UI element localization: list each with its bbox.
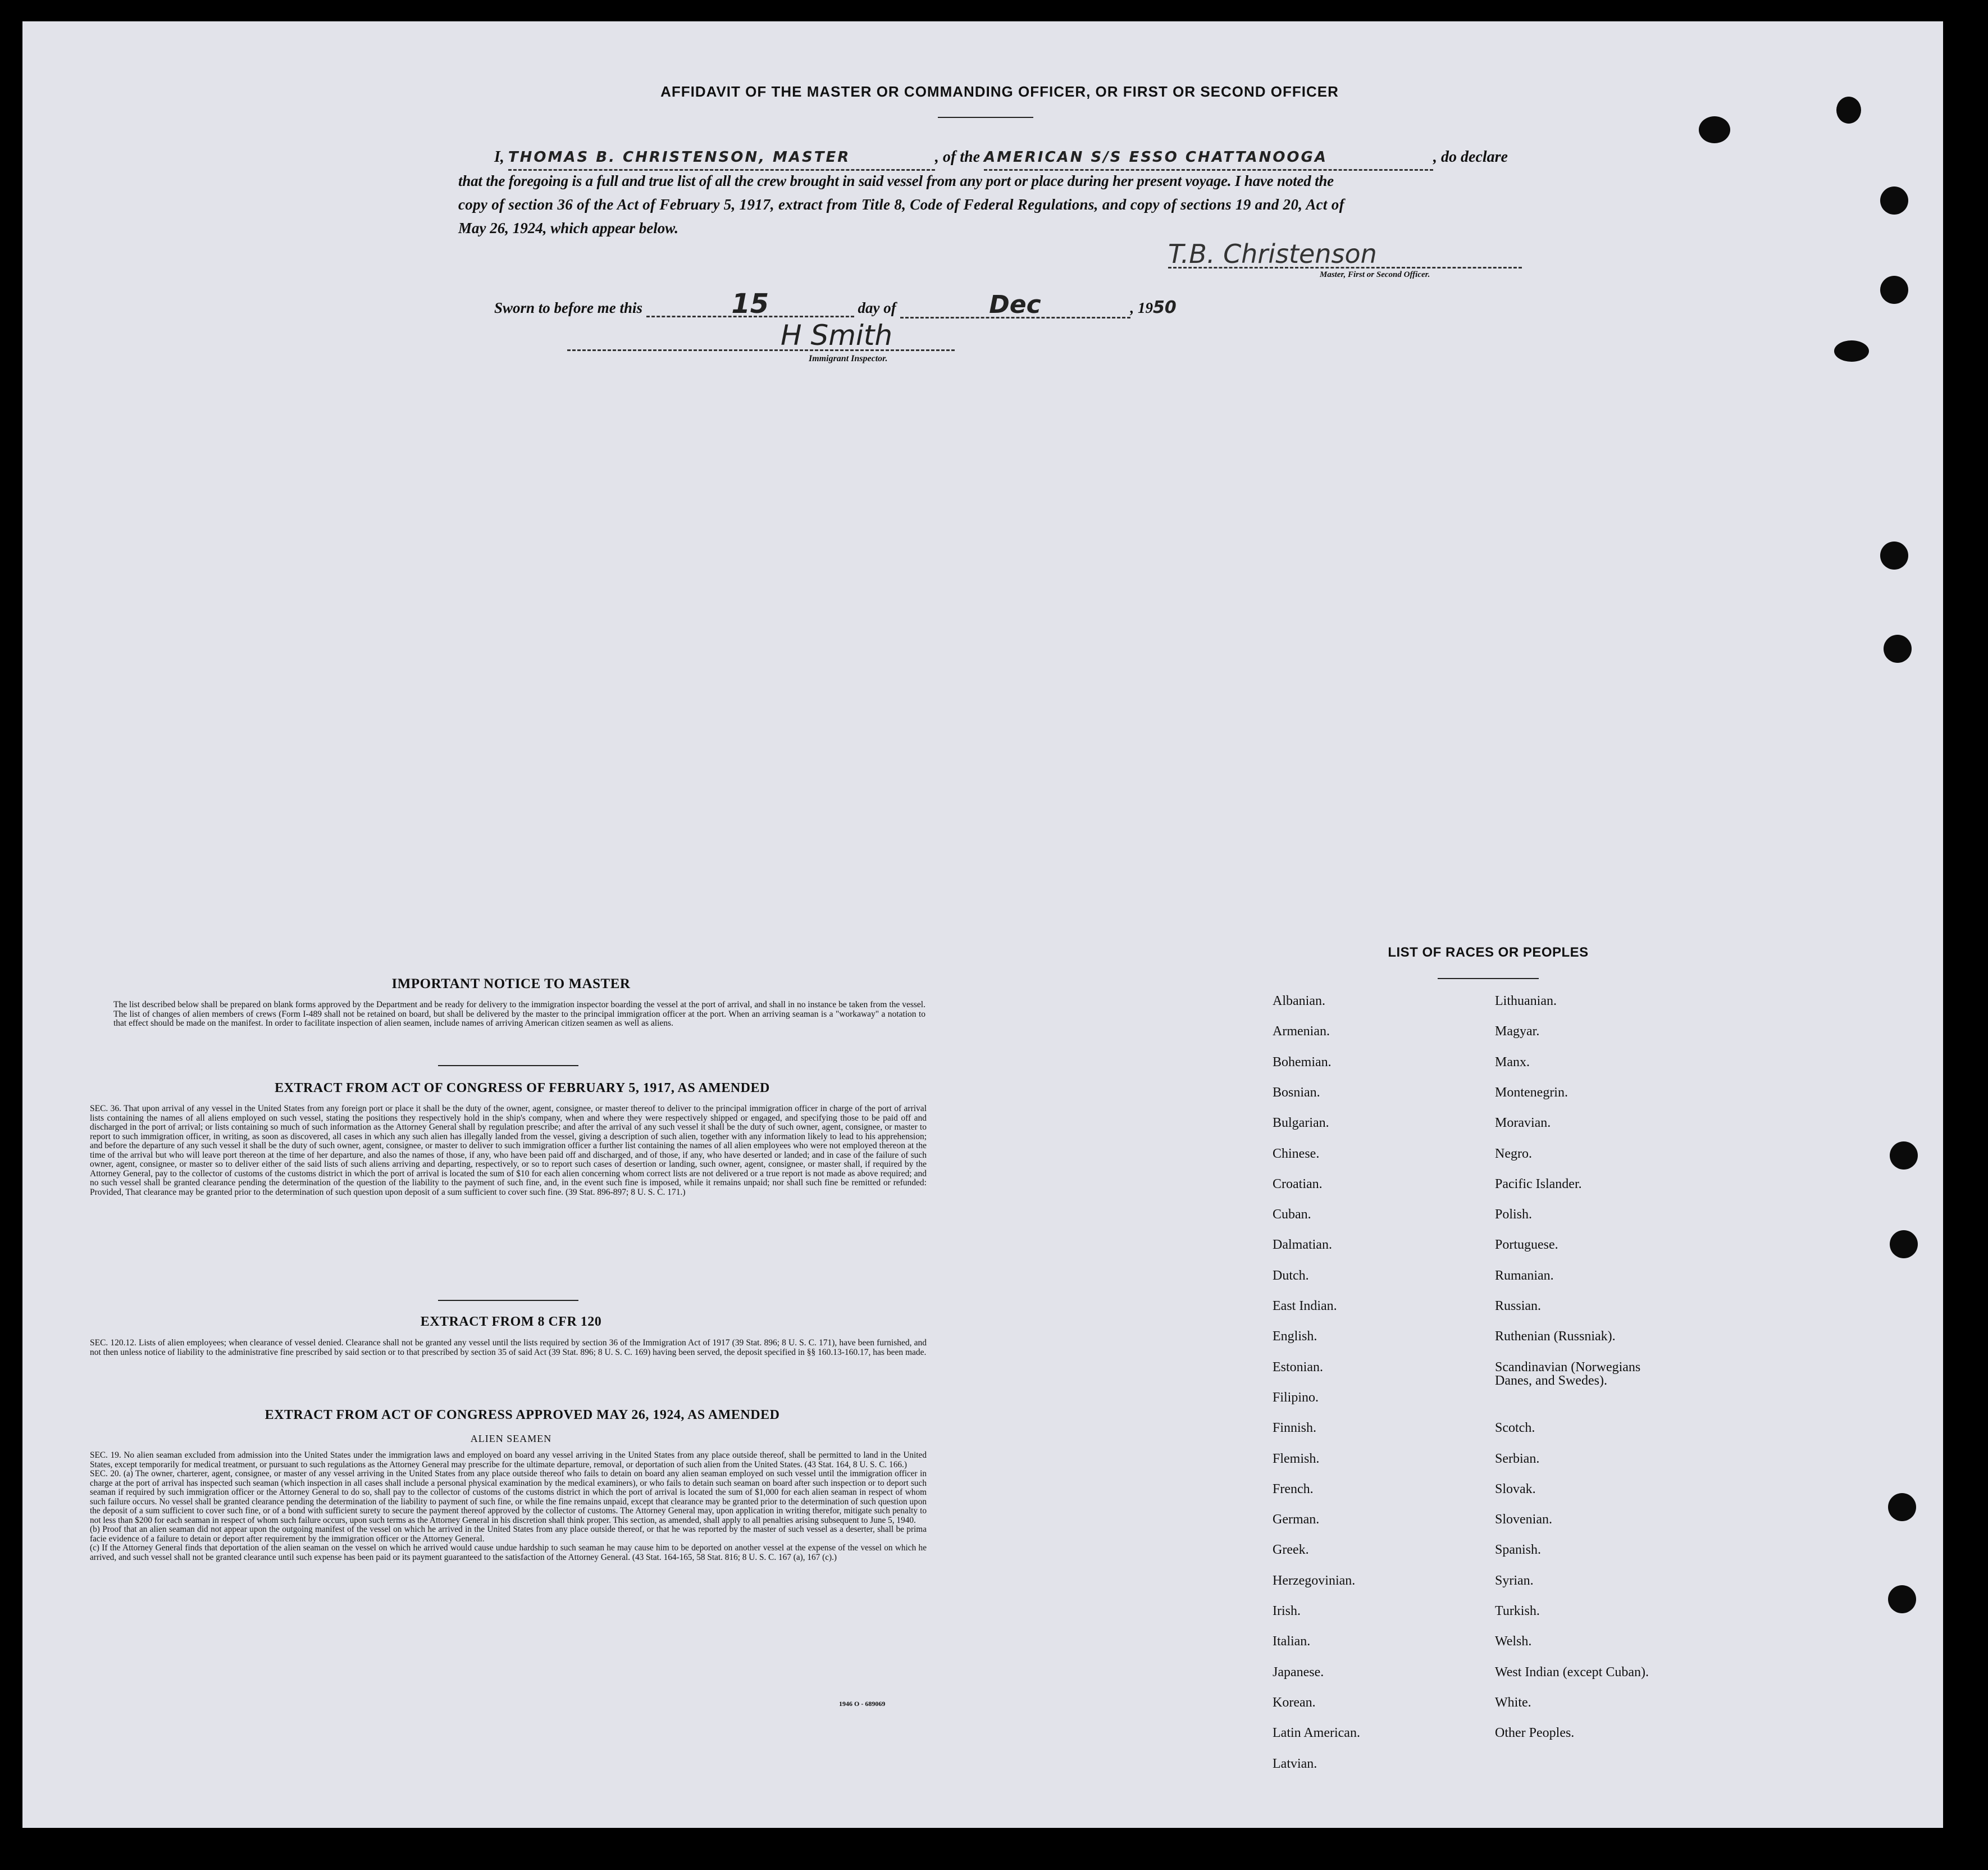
punch-hole bbox=[1884, 635, 1912, 663]
race-item: Herzegovinian. bbox=[1273, 1573, 1356, 1588]
race-item: Other Peoples. bbox=[1495, 1726, 1575, 1741]
race-item: Negro. bbox=[1495, 1146, 1532, 1161]
sworn-label: Sworn to before me this bbox=[494, 299, 643, 316]
sworn-line bbox=[494, 288, 1280, 320]
race-item: Filipino. bbox=[1273, 1390, 1319, 1405]
race-item: Turkish. bbox=[1495, 1604, 1540, 1618]
race-item: White. bbox=[1495, 1695, 1531, 1710]
master-signature: T.B. Christenson bbox=[1168, 239, 1377, 269]
notice-title: IMPORTANT NOTICE TO MASTER bbox=[391, 976, 631, 991]
affidavit-of: , of the bbox=[934, 148, 981, 166]
race-item: Chinese. bbox=[1273, 1146, 1320, 1161]
race-item: Montenegrin. bbox=[1495, 1085, 1568, 1100]
punch-hole bbox=[1880, 276, 1908, 304]
punch-hole bbox=[1836, 97, 1861, 124]
race-item: Magyar. bbox=[1495, 1024, 1540, 1039]
race-item: Flemish. bbox=[1273, 1451, 1320, 1466]
race-item: Syrian. bbox=[1495, 1573, 1534, 1588]
race-item: West Indian (except Cuban). bbox=[1495, 1664, 1649, 1680]
punch-hole bbox=[1834, 340, 1869, 362]
sworn-day-field: 15 bbox=[646, 292, 854, 317]
print-code: 1946 O - 689069 bbox=[839, 1700, 886, 1708]
race-item: Welsh. bbox=[1495, 1634, 1532, 1649]
race-item: Spanish. bbox=[1495, 1543, 1542, 1558]
race-item: Armenian. bbox=[1273, 1024, 1330, 1039]
extract-1917-title: EXTRACT FROM ACT OF CONGRESS OF FEBRUARY 5, 1917, AS AMENDED bbox=[275, 1081, 770, 1095]
races-title: LIST OF RACES OR PEOPLES bbox=[1388, 945, 1589, 960]
affidavit-title: AFFIDAVIT OF THE MASTER OR COMMANDING OFFICER, OR FIRST OR SECOND OFFICER bbox=[660, 83, 1339, 100]
extract-1924-title: EXTRACT FROM ACT OF CONGRESS APPROVED MAY 26, 1924, AS AMENDED bbox=[265, 1408, 780, 1422]
year-field: 50 bbox=[1153, 298, 1177, 317]
divider bbox=[1438, 978, 1539, 979]
race-item: Scotch. bbox=[1495, 1421, 1535, 1436]
race-item: Ruthenian (Russniak). bbox=[1495, 1329, 1616, 1344]
race-item: Slovak. bbox=[1495, 1481, 1536, 1496]
race-item: Manx. bbox=[1495, 1054, 1530, 1070]
race-item: Dutch. bbox=[1273, 1268, 1309, 1283]
race-item: Italian. bbox=[1273, 1634, 1311, 1649]
affidavit-declare: , do declare bbox=[1433, 148, 1508, 166]
punch-hole bbox=[1699, 116, 1730, 143]
divider bbox=[438, 1300, 578, 1301]
race-item: Korean. bbox=[1273, 1695, 1316, 1710]
extract-cfr-body: SEC. 120.12. Lists of alien employees; when clearance of vessel denied. Clearance shall not be granted any vessel until the lists required by section 36 of the Immigration Act of 1917 (39 Stat. 896; 8 U. S. C. 171), have been furnished, and not then unless notice of liability to the administrative fine prescribed by said section or to that prescribed by section 35 of said Act (39 Stat. 896; 8 U. S. C. 169) having been served, the deposit specified in §§ 160.13-160.17, has been made. bbox=[90, 1338, 927, 1357]
race-item: Polish. bbox=[1495, 1207, 1533, 1222]
race-item: Lithuanian. bbox=[1495, 994, 1557, 1008]
punch-hole bbox=[1880, 186, 1908, 215]
extract-1924-body: SEC. 19. No alien seaman excluded from admission into the United States under the immigration laws and employed on board any vessel arriving in the United States from any place outside thereof, shall be permitted to land in the United States, except temporarily for medical treatment, or pursuant to such regulations as the Attorney General may prescribe for the ultimate departure, removal, or deportation of such alien from the United States. (43 Stat. 164, 8 U. S. C. 166.) SEC. 20. (a) The owner, charterer, agent, consignee, or master of any vessel arriving in the United States from any place outside thereof who fails to detain on board any alien seaman employed on such vessel until the immigration officer in charge at the port of arrival has inspected such seaman (which inspection in all cases shall include a personal physical examination by the medical examiners), or who fails to detain such seaman on board after such inspection or to deport such seaman if required by such immigration officer or the Attorney General to do so, shall pay to the collector of customs of the customs district in which the port of arrival is located the sum of $1,000 for each alien seaman in respect of whom such failure occurs. No vessel shall be granted clearance pending the determination of the liability to payment of such fine, or while the fine remains unpaid, except that clearance may be granted prior to the determination of such question upon the deposit of a sum sufficient to cover such fine, or of a bond with sufficient surety to secure the payment thereof approved by the collector of customs. The Attorney General may, upon application in writing therefor, mitigate such penalty to not less than $200 for each seaman in respect of whom such failure occurs, upon such terms as the Attorney General in his discretion shall think proper. This section, as amended, shall apply to all penalties arising subsequent to June 5, 1940. (b) Proof that an alien seaman did not appear upon the outgoing manifest of the vessel on which he arrived in the United States from any place outside thereof, or that he was reported by the master of such vessel as a deserter, shall be prima facie evidence of a failure to detain or deport after requirement by the immigration officer or the Attorney General. (c) If the Attorney General finds that deportation of the alien seaman on the vessel on which he arrived would cause undue hardship to such seaman he may cause him to be deported on another vessel at the expense of the vessel on which he arrived, and such vessel shall not be granted clearance until such expense has been paid or its payment guaranteed to the satisfaction of the Attorney General. (43 Stat. 164-165, 58 Stat. 816; 8 U. S. C. 167 (a), 167 (c).) bbox=[90, 1450, 927, 1562]
punch-hole bbox=[1890, 1141, 1918, 1170]
notice-body: The list described below shall be prepared on blank forms approved by the Department and be ready for delivery to the immigration inspector boarding the vessel at the port of arrival, and shall in no instance be taken from the vessel. The list of changes of alien members of crews (Form I-489 shall not be retained on board, but shall be delivered by the master to the principal immigration officer at the port. When an arriving seaman is a "workaway" a notation to that effect should be made on the manifest. In order to facilitate inspection of alien seamen, include names of arriving American citizen seamen as well as aliens. bbox=[113, 1000, 925, 1028]
race-item: Albanian. bbox=[1273, 994, 1325, 1008]
year-prefix: , 19 bbox=[1130, 299, 1153, 316]
signature-line bbox=[1168, 267, 1522, 269]
race-item: Greek. bbox=[1273, 1543, 1309, 1558]
race-item: East Indian. bbox=[1273, 1299, 1337, 1313]
race-item: English. bbox=[1273, 1329, 1317, 1344]
race-item: Pacific Islander. bbox=[1495, 1176, 1582, 1191]
race-item: Bohemian. bbox=[1273, 1054, 1332, 1070]
race-item: Finnish. bbox=[1273, 1421, 1317, 1436]
race-item: Latin American. bbox=[1273, 1726, 1360, 1741]
race-item: Cuban. bbox=[1273, 1207, 1311, 1222]
race-item: Japanese. bbox=[1273, 1664, 1324, 1680]
day-of-label: day of bbox=[858, 299, 896, 316]
race-item: Irish. bbox=[1273, 1604, 1301, 1618]
extract-1917-body: SEC. 36. That upon arrival of any vessel in the United States from any foreign port or place it shall be the duty of the owner, agent, consignee, or master thereof to deliver to the principal immigration officer in charge of the port of arrival lists containing the names of all aliens employed on such vessel, stating the positions they respectively hold in the ship's company, when and where they were respectively shipped or engaged, and specifying those to be paid off and discharged in the port of arrival; or lists containing so much of such information as the Attorney General shall by regulation prescribe; and after the arrival of any such vessel it shall be the duty of such owner, agent, consignee, or master to report to such immigration officer, in writing, as soon as discovered, all cases in which any such alien has illegally landed from the vessel, giving a description of such alien, together with any information likely to lead to his apprehension; and before the departure of any such vessel it shall be the duty of such owner, agent, consignee, or master to deliver to such immigration officer a further list containing the names of all alien employees who were not employed thereon at the time of the arrival but who will leave port thereon at the time of her departure, and also the names of those, if any, who have been paid off and discharged, and of those, if any, who have deserted or landed; and in case of the failure of such owner, agent, consignee, or master so to deliver either of the said lists of such aliens arriving and departing, respectively, or so to report such cases of desertion or landing, such owner, agent, consignee, or master shall, if required by the Attorney General, pay to the collector of customs of the customs district in which the port of arrival is located the sum of $10 for each alien concerning whom correct lists are not delivered or a true report is not made as above required; and no such vessel shall be granted clearance pending the determination of the question of the liability to the payment of such fine, and, in the event such fine is imposed, while it remains unpaid; nor shall such fine be remitted or refunded: Provided, That clearance may be granted prior to the determination of such question upon deposit of a sum sufficient to cover such fine. (39 Stat. 896-897; 8 U. S. C. 171.) bbox=[90, 1104, 927, 1197]
race-item: French. bbox=[1273, 1481, 1314, 1496]
affidavit-line-1 bbox=[494, 145, 1528, 171]
race-item: Latvian. bbox=[1273, 1756, 1317, 1771]
affidavit-line-2: that the foregoing is a full and true list of all the crew brought in said vessel from any port or place during her present voyage. I have noted the bbox=[458, 172, 1334, 189]
divider bbox=[438, 1065, 578, 1066]
affidavit-line-4: May 26, 1924, which appear below. bbox=[458, 220, 679, 236]
punch-hole bbox=[1888, 1493, 1916, 1521]
race-item: Estonian. bbox=[1273, 1359, 1323, 1375]
race-item: Serbian. bbox=[1495, 1451, 1540, 1466]
race-item: Bulgarian. bbox=[1273, 1116, 1329, 1131]
race-item: Portuguese. bbox=[1495, 1237, 1558, 1253]
race-item: Slovenian. bbox=[1495, 1512, 1552, 1527]
race-item: Dalmatian. bbox=[1273, 1237, 1332, 1253]
inspector-signature-line bbox=[567, 349, 955, 351]
race-item: Scandinavian (Norwegians Danes, and Swedes). bbox=[1495, 1359, 1641, 1388]
race-item: Rumanian. bbox=[1495, 1268, 1554, 1283]
race-item: Bosnian. bbox=[1273, 1085, 1320, 1100]
affidavit-i: I, bbox=[494, 148, 504, 166]
race-item: Croatian. bbox=[1273, 1176, 1323, 1191]
inspector-caption: Immigrant Inspector. bbox=[809, 354, 888, 363]
signature-caption: Master, First or Second Officer. bbox=[1320, 270, 1430, 279]
extract-cfr-title: EXTRACT FROM 8 CFR 120 bbox=[420, 1314, 602, 1329]
extract-1924-subtitle: ALIEN SEAMEN bbox=[470, 1433, 552, 1444]
punch-hole bbox=[1880, 542, 1908, 570]
race-item: Russian. bbox=[1495, 1299, 1542, 1313]
inspector-signature: H Smith bbox=[781, 319, 893, 352]
punch-hole bbox=[1888, 1585, 1916, 1613]
race-item: German. bbox=[1273, 1512, 1320, 1527]
race-item: Moravian. bbox=[1495, 1116, 1551, 1131]
punch-hole bbox=[1890, 1230, 1918, 1258]
divider bbox=[938, 117, 1033, 118]
vessel-name-field: AMERICAN S/S ESSO CHATTANOOGA bbox=[984, 145, 1433, 171]
master-name-field: THOMAS B. CHRISTENSON, MASTER bbox=[508, 145, 935, 171]
sworn-month-field: Dec bbox=[900, 293, 1130, 319]
affidavit-line-3: copy of section 36 of the Act of February 5, 1917, extract from Title 8, Code of Federal Regulations, and copy of sections 19 and 20, Act of bbox=[458, 196, 1344, 213]
